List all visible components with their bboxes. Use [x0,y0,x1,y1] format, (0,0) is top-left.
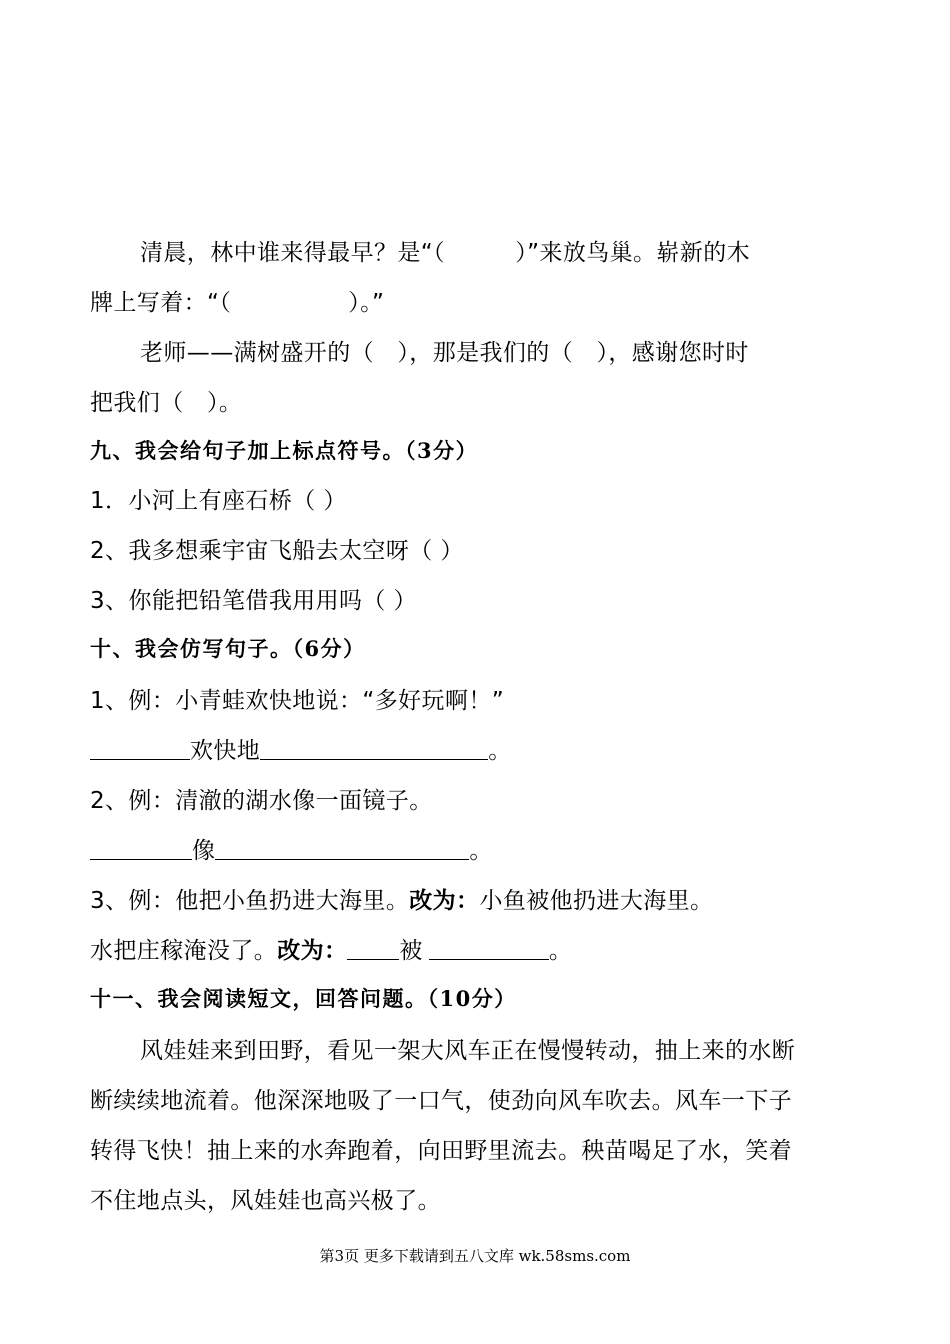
section-10-example-3 [90,886,870,916]
passage-line-1: 清晨，林中谁来得最早？是“（ ）”来放鸟巢。崭新的木 [140,240,751,266]
changed-sentence: 小鱼被他扔进大海里。 [479,888,714,914]
reading-line-3: 转得飞快！抽上来的水奔跑着，向田野里流去。秧苗喝足了水，笑着 [90,1138,792,1164]
fill-blank[interactable] [260,737,488,760]
task-sentence: 水把庄稼淹没了。 [90,938,278,964]
section-9-item-1: 1．小河上有座石桥（ ） [90,488,347,514]
passage-line-2: 牌上写着：“（ ）。” [90,290,385,316]
sentence-end: 。 [469,838,493,864]
fill-word: 像 [192,838,216,864]
section-9-item-3: 3、你能把铅笔借我用用吗（ ） [90,588,417,614]
section-10-exercise-3 [90,936,870,966]
section-10-exercise-2 [90,836,870,866]
example-sentence: 3、例：他把小鱼扔进大海里。 [90,888,410,914]
sentence-end: 。 [548,938,573,964]
fill-blank[interactable] [347,937,399,960]
reading-line-4: 不住地点头，风娃娃也高兴极了。 [90,1188,441,1214]
section-9-item-2: 2、我多想乘宇宙飞船去太空呀（ ） [90,538,464,564]
section-9-heading: 九、我会给句子加上标点符号。（3分） [90,438,479,463]
fill-blank[interactable] [429,937,549,960]
reading-line-1: 风娃娃来到田野，看见一架大风车正在慢慢转动，抽上来的水断 [140,1038,796,1064]
section-11-heading: 十一、我会阅读短文，回答问题。（10分） [90,986,517,1011]
section-10-heading: 十、我会仿写句子。（6分） [90,636,366,661]
section-10-example-1: 1、例：小青蛙欢快地说：“多好玩啊！” [90,688,505,714]
fill-blank[interactable] [90,837,192,860]
page-footer: 第3页 更多下载请到五八文库 wk.58sms.com [319,1247,631,1265]
passage-line-4: 把我们（ ）。 [90,390,243,416]
sentence-end: 。 [488,738,512,764]
section-10-example-2: 2、例：清澈的湖水像一面镜子。 [90,788,433,814]
fill-word: 被 [399,938,423,964]
fill-word: 欢快地 [190,738,261,764]
passage-line-3: 老师——满树盛开的（ ），那是我们的（ ），感谢您时时 [140,340,749,366]
section-10-exercise-1 [90,736,870,766]
change-label: 改为： [277,938,348,964]
reading-line-2: 断续续地流着。他深深地吸了一口气，使劲向风车吹去。风车一下子 [90,1088,792,1114]
change-label: 改为： [409,888,480,914]
fill-blank[interactable] [90,737,190,760]
fill-blank[interactable] [215,837,469,860]
